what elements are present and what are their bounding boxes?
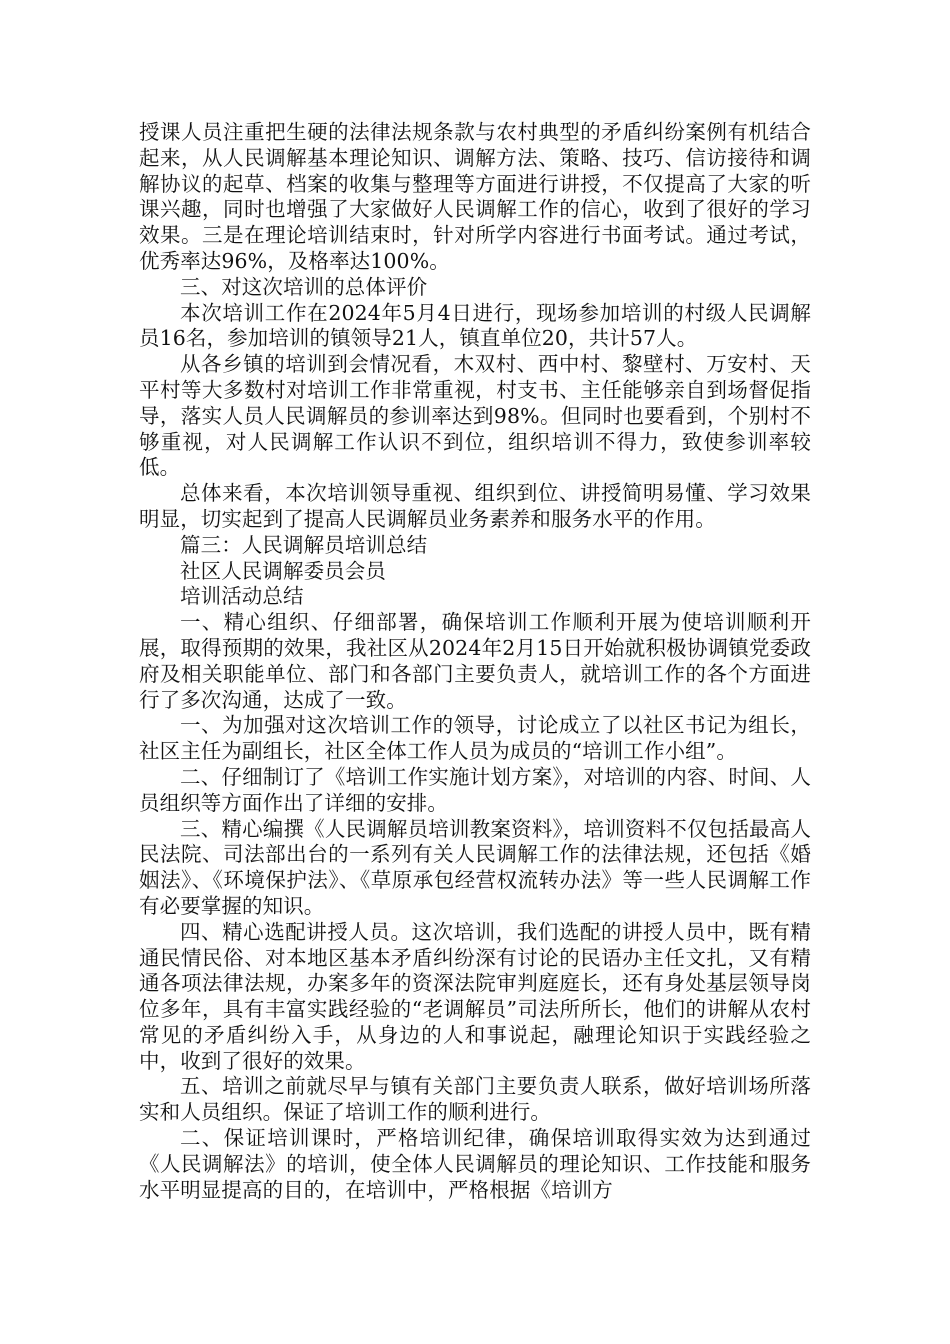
document-body: [139, 120, 811, 1203]
paragraph-leadership-group: 一、为加强对这次培训工作的领导，讨论成立了以社区书记为组长，社区主任为副组长，社区全体工作人员为成员的“培训工作小组”。: [139, 713, 811, 764]
paragraph-training-method: 授课人员注重把生硬的法律法规条款与农村典型的矛盾纠纷案例有机结合起来，从人民调解基本理论知识、调解方法、策略、技巧、信访接待和调解协议的起草、档案的收集与整理等方面进行讲授，不仅提高了大家的听课兴趣，同时也增强了大家做好人民调解工作的信心，收到了很好的学习效果。三是在理论培训结束时，针对所学内容进行书面考试。通过考试，优秀率达96%，及格率达100%。: [139, 120, 811, 273]
subtitle-activity-summary: 培训活动总结: [180, 584, 304, 609]
paragraph-organization: 一、精心组织、仔细部署，确保培训工作顺利开展为使培训顺利开展，取得预期的效果，我社区从2024年2月15日开始就积极协调镇党委政府及相关职能单位、部门和各部门主要负责人，就培训工作的各个方面进行了多次沟通，达成了一致。: [139, 610, 811, 712]
paragraph-instructors: 四、精心选配讲授人员。这次培训，我们选配的讲授人员中，既有精通民情民俗、对本地区基本矛盾纠纷深有讨论的民语办主任文扎，又有精通各项法律法规，办案多年的资深法院审判庭庭长，还有身处基层领导岗位多年，具有丰富实践经验的“老调解员”司法所所长，他们的讲解从农村常见的矛盾纠纷入手，从身边的人和事说起，融理论知识于实践经验之中，收到了很好的效果。: [139, 919, 811, 1073]
paragraph-attendance-figures: 本次培训工作在2024年5月4日进行，现场参加培训的村级人民调解员16名，参加培训的镇领导21人，镇直单位20，共计57人。: [139, 300, 811, 351]
paragraph-teaching-materials: 三、精心编撰《人民调解员培训教案资料》，培训资料不仅包括最高人民法院、司法部出台的一系列有关人民调解工作的法律法规，还包括《婚姻法》、《环境保护法》、《草原承包经营权流转办法》等一些人民调解工作有必要掌握的知识。: [139, 816, 811, 918]
paragraph-training-hours: 二、保证培训课时，严格培训纪律，确保培训取得实效为达到通过《人民调解法》的培训，使全体人民调解员的理论知识、工作技能和服务水平明显提高的目的，在培训中，严格根据《培训方: [139, 1126, 811, 1202]
paragraph-implementation-plan: 二、仔细制订了《培训工作实施计划方案》，对培训的内容、时间、人员组织等方面作出了详细的安排。: [139, 764, 811, 815]
heading-overall-evaluation: 三、对这次培训的总体评价: [180, 274, 428, 299]
paragraph-venue-arrangement: 五、培训之前就尽早与镇有关部门主要负责人联系，做好培训场所落实和人员组织。保证了培训工作的顺利进行。: [139, 1074, 811, 1125]
subtitle-committee: 社区人民调解委员会员: [180, 558, 386, 583]
paragraph-overall-summary: 总体来看，本次培训领导重视、组织到位、讲授简明易懂、学习效果明显，切实起到了提高人民调解员业务素养和服务水平的作用。: [139, 481, 811, 531]
paragraph-village-attendance: 从各乡镇的培训到会情况看，木双村、西中村、黎壁村、万安村、天平村等大多数村对培训工作非常重视，村支书、主任能够亲自到场督促指导，落实人员人民调解员的参训率达到98%。但同时也要看到，个别村不够重视，对人民调解工作认识不到位，组织培训不得力，致使参训率较低。: [139, 352, 811, 480]
section-title-part-three: 篇三：人民调解员培训总结: [180, 532, 428, 557]
